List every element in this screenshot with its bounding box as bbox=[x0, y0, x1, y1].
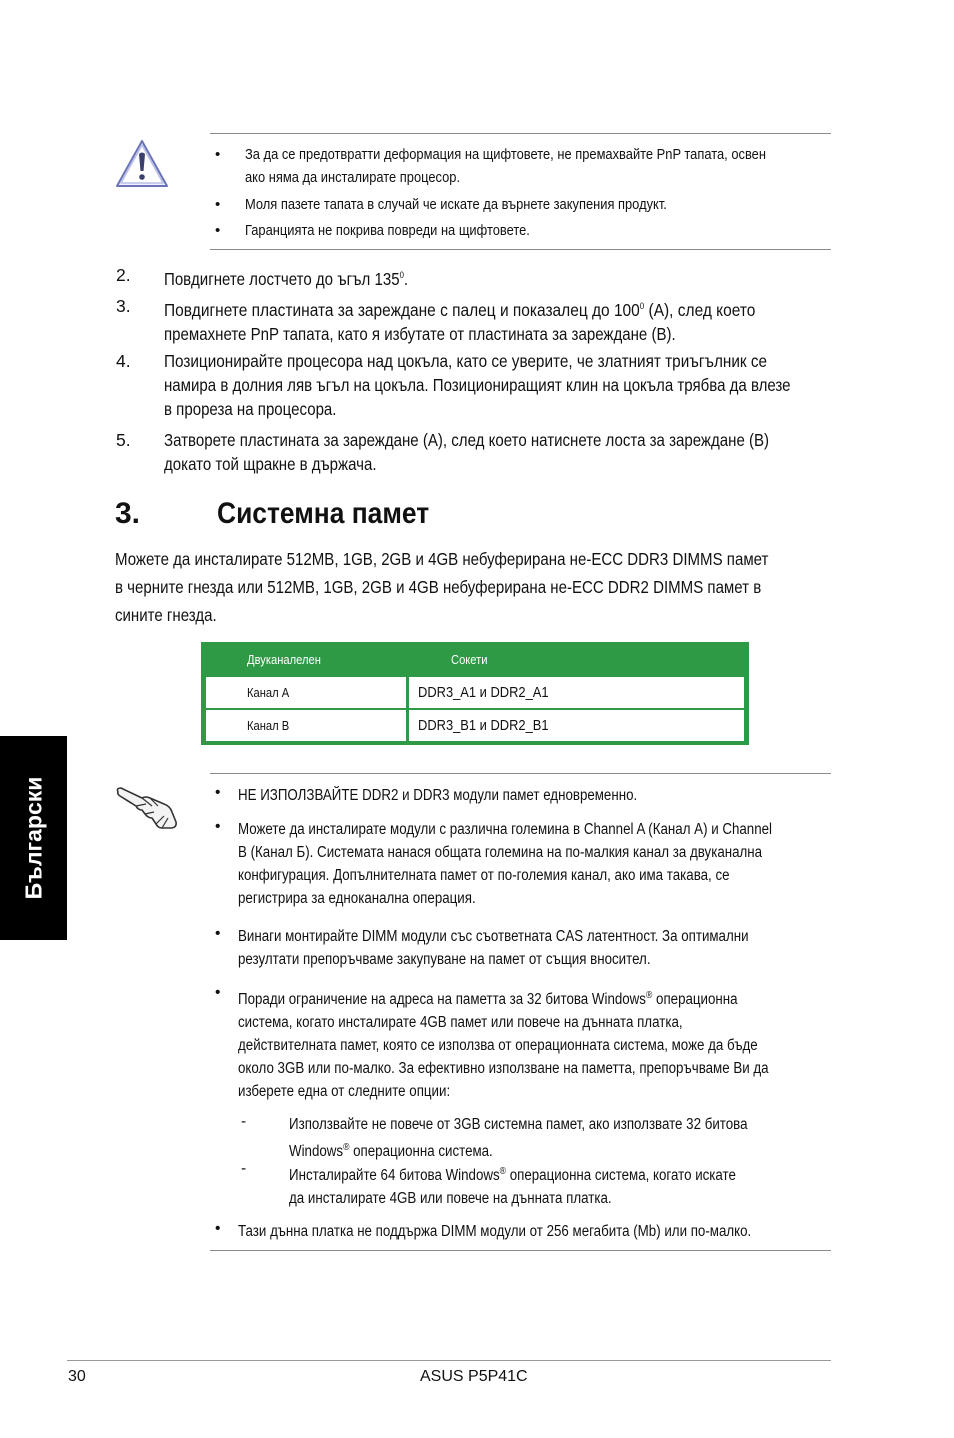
note-text: резултати препоръчваме закупуване на памет от същия вносител. bbox=[238, 951, 651, 968]
caution-text: За да се предотвратти деформация на щифтовете, не премахвайте PnP тапата, освен bbox=[245, 146, 766, 163]
bullet: • bbox=[215, 196, 221, 213]
table-row bbox=[206, 710, 744, 741]
caution-text: Моля пазете тапата в случай че искате да върнете закупения продукт. bbox=[245, 196, 667, 213]
section-title: Системна памет bbox=[217, 497, 430, 530]
intro-line: в черните гнезда или 512MB, 1GB, 2GB и 4GB небуферирана не-ECC DDR2 DIMMS памет в bbox=[115, 577, 762, 597]
caution-top-rule bbox=[210, 133, 831, 134]
note-text: система, когато инсталирате 4GB памет или повече на дънната платка, bbox=[238, 1014, 683, 1032]
pointing-hand-icon bbox=[112, 782, 182, 832]
bullet: • bbox=[215, 222, 221, 239]
table-header-sockets: Сокети bbox=[451, 652, 488, 667]
table-row bbox=[206, 677, 744, 708]
step-number: 5. bbox=[116, 430, 131, 450]
dash-marker: - bbox=[241, 1113, 247, 1130]
bullet: • bbox=[215, 146, 221, 163]
intro-paragraph bbox=[115, 545, 875, 629]
note-text: Използвайте не повече от 3GB системна памет, ако използвате 32 битова bbox=[289, 1116, 748, 1133]
note-bottom-rule bbox=[210, 1250, 831, 1251]
note-text: Поради ограничение на адреса на паметта за 32 битова Windows® операционна bbox=[238, 990, 738, 1009]
note-text: конфигурация. Допълнителната памет от по-големия канал, ако има такава, се bbox=[238, 867, 730, 884]
step-text-tail: (A), след което bbox=[644, 299, 756, 320]
bullet: • bbox=[215, 925, 221, 942]
note-text: регистрира за едноканална операция. bbox=[238, 890, 476, 907]
table-cell-channel: Канал B bbox=[247, 718, 290, 733]
note-text: изберете една от следните опции: bbox=[238, 1083, 451, 1101]
step-number: 3. bbox=[116, 296, 131, 316]
step-text: Повдигнете лостчето до ъгъл 135 bbox=[164, 268, 400, 289]
step-text: Позиционирайте процесора над цокъла, като се уверите, че златният триъгълник се bbox=[164, 351, 768, 371]
table-cell-sockets: DDR3_B1 и DDR2_B1 bbox=[418, 717, 549, 734]
step-number: 4. bbox=[116, 351, 131, 371]
step-number: 2. bbox=[116, 265, 131, 285]
bullet: • bbox=[215, 818, 221, 835]
step-2 bbox=[116, 263, 832, 291]
table-header-channel: Двуканалелен bbox=[247, 652, 321, 667]
step-text: Затворете пластината за зареждане (A), след което натиснете лоста за зареждане (B) bbox=[164, 430, 770, 450]
table-cell-sockets: DDR3_A1 и DDR2_A1 bbox=[418, 684, 549, 701]
step-text: Повдигнете пластината за зареждане с палец и показалец до 100 bbox=[164, 299, 640, 320]
note-text: около 3GB или по-малко. За ефективно използване на паметта, препоръчваме Ви да bbox=[238, 1060, 769, 1078]
note-text: действителната памет, която се използва от операционната система, може да бъде bbox=[238, 1037, 758, 1055]
step-3 bbox=[116, 294, 832, 346]
memory-channel-table bbox=[201, 642, 749, 745]
note-text: да инсталирате 4GB или повече на дънната платка. bbox=[289, 1190, 612, 1208]
step-text: докато той щракне в държача. bbox=[164, 454, 377, 474]
dash-marker: - bbox=[241, 1160, 247, 1177]
step-text: в прореза на процесора. bbox=[164, 399, 337, 419]
note-text: B (Канал Б). Системата нанася общата големина на по-малкия канал за двуканална bbox=[238, 844, 763, 861]
language-side-tab bbox=[0, 736, 67, 940]
note-text: Можете да инсталирате модули с различна големина в Channel A (Канал A) и Channel bbox=[238, 821, 773, 838]
caution-icon bbox=[114, 138, 170, 190]
step-text: премахнете PnP тапата, като я избутате от пластината за зареждане (B). bbox=[164, 323, 676, 344]
step-4 bbox=[116, 349, 832, 421]
step-text: намира в долния ляв ъгъл на цокъла. Позициониращият клин на цокъла трябва да влезе bbox=[164, 375, 791, 395]
step-5 bbox=[116, 428, 832, 476]
section-number: 3. bbox=[115, 497, 141, 530]
note-text: Windows® операционна система. bbox=[289, 1142, 493, 1161]
note-top-rule bbox=[210, 773, 831, 774]
table-cell-channel: Канал A bbox=[247, 685, 290, 700]
bullet: • bbox=[215, 984, 221, 1001]
page-number: 30 bbox=[68, 1368, 86, 1385]
note-text: Винаги монтирайте DIMM модули със съответната CAS латентност. За оптимални bbox=[238, 928, 749, 945]
note-text: НЕ ИЗПОЛЗВАЙТЕ DDR2 и DDR3 модули памет едновременно. bbox=[238, 787, 638, 804]
language-label: Български bbox=[20, 776, 46, 900]
caution-bottom-rule bbox=[210, 249, 831, 250]
product-name: ASUS P5P41C bbox=[420, 1368, 528, 1385]
note-text: Инсталирайте 64 битова Windows® операционна система, когато искате bbox=[289, 1166, 736, 1185]
caution-text: Гаранцията не покрива повреди на щифтовете. bbox=[245, 222, 530, 239]
table-header bbox=[201, 642, 749, 676]
bullet: • bbox=[215, 784, 221, 801]
bullet: • bbox=[215, 1220, 221, 1237]
step-superscript: 0 bbox=[399, 270, 404, 280]
caution-text: ако няма да инсталирате процесор. bbox=[245, 169, 461, 186]
intro-line: сините гнезда. bbox=[115, 605, 217, 625]
step-text-tail: . bbox=[403, 268, 409, 289]
footer-rule bbox=[67, 1360, 831, 1361]
note-text: Тази дънна платка не поддържа DIMM модули от 256 мегабита (Mb) или по-малко. bbox=[238, 1223, 752, 1240]
step-superscript: 0 bbox=[639, 301, 645, 311]
intro-line: Можете да инсталирате 512MB, 1GB, 2GB и 4GB небуферирана не-ECC DDR3 DIMMS памет bbox=[115, 549, 769, 569]
